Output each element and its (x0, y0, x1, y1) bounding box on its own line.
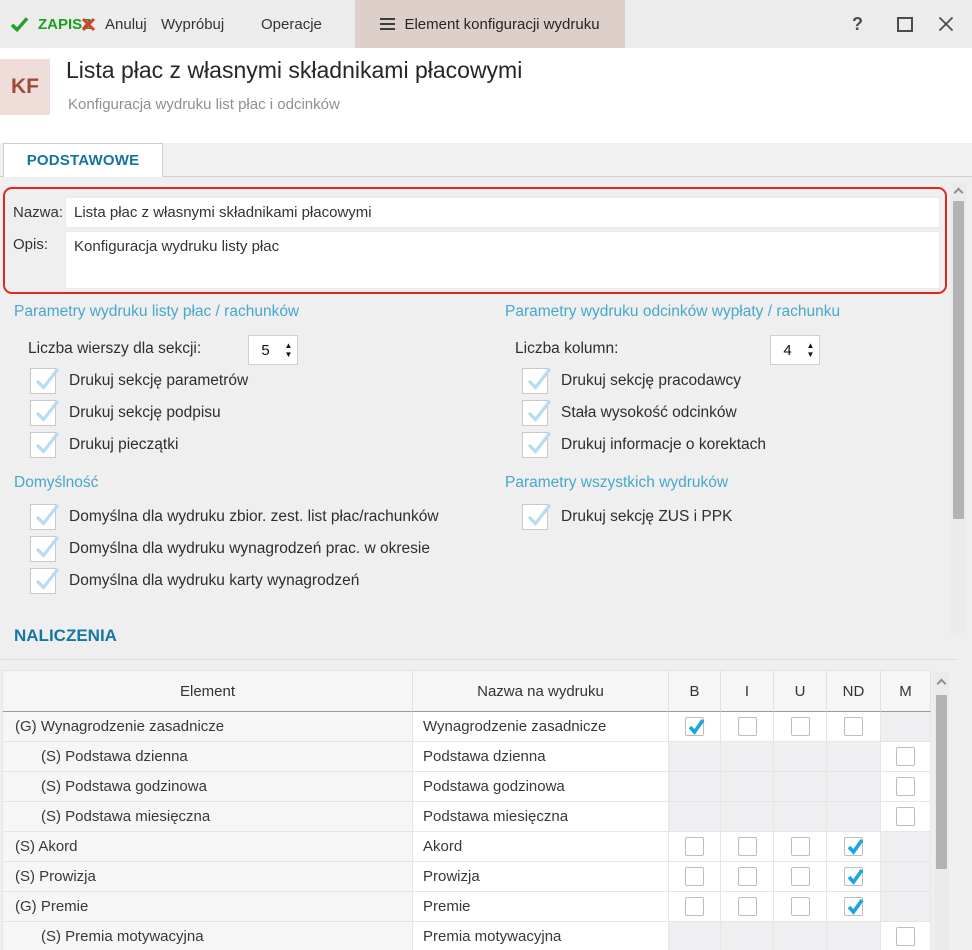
element-cell[interactable]: (S) Podstawa godzinowa (3, 772, 413, 802)
save-label: ZAPISZ (38, 15, 92, 33)
flag-cell-nd (827, 742, 881, 772)
flag-cell-m[interactable] (881, 772, 931, 802)
flag-cell-nd (827, 802, 881, 832)
flag-cell-m (881, 862, 931, 892)
checkbox-label: Drukuj sekcję pracodawcy (561, 372, 742, 389)
flag-cell-i (721, 922, 774, 950)
check-icon (10, 16, 29, 32)
param-checkbox-row (522, 368, 766, 394)
close-button[interactable] (938, 0, 954, 48)
section-title-payroll-params: Parametry wydruku listy płac / rachunków (14, 303, 300, 320)
flag-cell-u (774, 922, 827, 950)
maximize-button[interactable] (897, 0, 913, 48)
flag-cell-u (774, 742, 827, 772)
soft-checked-checkbox[interactable] (30, 400, 56, 426)
defaults-checkbox-list (30, 504, 439, 600)
flag-cell-m (881, 892, 931, 922)
checkbox-unchecked[interactable] (791, 717, 810, 736)
flag-cell-b (669, 772, 721, 802)
checkbox-label: Drukuj sekcję parametrów (69, 372, 249, 389)
checkbox-checked[interactable] (844, 837, 863, 856)
checkbox-unchecked[interactable] (791, 837, 810, 856)
flag-cell-b (669, 922, 721, 950)
param-checkbox-row (30, 536, 439, 562)
flag-cell-nd (827, 772, 881, 802)
flag-cell-i (721, 772, 774, 802)
maximize-icon (897, 17, 913, 32)
scrollbar-thumb[interactable] (936, 695, 947, 869)
flag-cell-i[interactable] (721, 862, 774, 892)
section-divider (0, 659, 956, 660)
columns-count-stepper[interactable] (770, 335, 820, 365)
try-label: Wypróbuj (161, 15, 225, 33)
checkbox-unchecked[interactable] (738, 897, 757, 916)
rows-count-label: Liczba wierszy dla sekcji: (28, 340, 202, 357)
flag-cell-nd[interactable] (827, 862, 881, 892)
flag-cell-u[interactable] (774, 712, 827, 742)
flag-cell-i[interactable] (721, 712, 774, 742)
checkbox-label: Drukuj sekcję ZUS i PPK (561, 508, 733, 525)
flag-cell-b (669, 802, 721, 832)
description-input[interactable] (65, 231, 940, 289)
save-button[interactable] (10, 0, 91, 48)
flag-cell-m[interactable] (881, 922, 931, 950)
checkbox-label: Drukuj sekcję podpisu (69, 404, 221, 421)
checkbox-label: Domyślna dla wydruku wynagrodzeń prac. w okresie (69, 540, 430, 557)
cancel-button[interactable] (81, 0, 147, 48)
section-title-naliczenia: NALICZENIA (14, 626, 117, 645)
element-cell[interactable]: (S) Akord (3, 832, 413, 862)
checkbox-unchecked[interactable] (844, 717, 863, 736)
flag-cell-b[interactable] (669, 862, 721, 892)
page-scrollbar[interactable] (951, 183, 966, 633)
checkbox-unchecked[interactable] (685, 837, 704, 856)
flag-cell-b[interactable] (669, 712, 721, 742)
checkbox-unchecked[interactable] (738, 717, 757, 736)
column-header-m[interactable]: M (881, 671, 931, 712)
column-header-u[interactable]: U (774, 671, 827, 712)
checkbox-checked[interactable] (685, 717, 704, 736)
soft-checked-checkbox[interactable] (522, 368, 548, 394)
context-tab-label: Element konfiguracji wydruku (404, 15, 600, 33)
flag-cell-u (774, 802, 827, 832)
naliczenia-table (2, 670, 930, 950)
section-title-all-prints: Parametry wszystkich wydruków (505, 474, 729, 491)
context-tab-element-konfiguracji[interactable] (355, 0, 625, 48)
help-button[interactable] (852, 0, 863, 48)
element-cell[interactable]: (S) Premia motywacyjna (3, 922, 413, 950)
print-name-cell[interactable]: Podstawa godzinowa (413, 772, 669, 802)
stepper-arrows-icon[interactable]: ▲ ▼ (284, 341, 293, 359)
column-header-b[interactable]: B (669, 671, 721, 712)
print-name-cell[interactable]: Podstawa miesięczna (413, 802, 669, 832)
tab-podstawowe[interactable]: PODSTAWOWE (3, 143, 163, 177)
page-title: Lista płac z własnymi składnikami płacowymi (66, 57, 523, 83)
flag-cell-nd (827, 922, 881, 950)
param-checkbox-row (30, 400, 248, 426)
soft-checked-checkbox[interactable] (30, 432, 56, 458)
flag-cell-i (721, 802, 774, 832)
element-cell[interactable]: (S) Podstawa miesięczna (3, 802, 413, 832)
close-icon (938, 16, 954, 32)
column-header-element[interactable]: Element (3, 671, 413, 712)
section-title-slip-params: Parametry wydruku odcinków wypłaty / rachunku (505, 303, 841, 320)
flag-cell-nd[interactable] (827, 712, 881, 742)
element-cell[interactable]: (G) Wynagrodzenie zasadnicze (3, 712, 413, 742)
section-title-defaults: Domyślność (14, 474, 99, 491)
column-header-i[interactable]: I (721, 671, 774, 712)
description-field-label: Opis: (13, 236, 49, 253)
checkbox-unchecked[interactable] (896, 927, 915, 946)
flag-cell-u[interactable] (774, 892, 827, 922)
name-input[interactable] (65, 197, 940, 228)
print-name-cell[interactable]: Premie (413, 892, 669, 922)
scroll-up-icon[interactable] (954, 188, 964, 198)
columns-count-value: 4 (783, 341, 792, 359)
column-header-nd[interactable]: ND (827, 671, 881, 712)
highlighted-form-region (3, 187, 947, 294)
element-cell[interactable]: (S) Prowizja (3, 862, 413, 892)
columns-count-label: Liczba kolumn: (515, 340, 619, 357)
flag-cell-u[interactable] (774, 832, 827, 862)
param-checkbox-row (30, 568, 439, 594)
help-icon: ? (852, 13, 863, 34)
rows-count-stepper[interactable] (248, 335, 298, 365)
record-header (0, 48, 972, 143)
checkbox-unchecked[interactable] (896, 747, 915, 766)
flag-cell-m (881, 832, 931, 862)
element-cell[interactable]: (G) Premie (3, 892, 413, 922)
checkbox-label: Domyślna dla wydruku zbior. zest. list płac/rachunków (69, 508, 439, 525)
record-type-badge: KF (0, 59, 50, 115)
print-name-cell[interactable]: Prowizja (413, 862, 669, 892)
soft-checked-checkbox[interactable] (30, 368, 56, 394)
scroll-up-icon[interactable] (937, 679, 947, 689)
hamburger-icon (380, 18, 395, 30)
param-checkbox-row (522, 400, 766, 426)
print-name-cell[interactable]: Podstawa dzienna (413, 742, 669, 772)
soft-checked-checkbox[interactable] (30, 536, 56, 562)
element-cell[interactable]: (S) Podstawa dzienna (3, 742, 413, 772)
page-subtitle: Konfiguracja wydruku list płac i odcinków (68, 96, 340, 113)
checkbox-unchecked[interactable] (685, 867, 704, 886)
print-name-cell[interactable]: Wynagrodzenie zasadnicze (413, 712, 669, 742)
payroll-params-checkbox-list (30, 368, 248, 464)
flag-cell-u (774, 772, 827, 802)
rows-count-value: 5 (261, 341, 270, 359)
flag-cell-m (881, 712, 931, 742)
checkbox-unchecked[interactable] (791, 897, 810, 916)
toolbar (0, 0, 972, 48)
checkbox-unchecked[interactable] (738, 837, 757, 856)
print-name-cell[interactable]: Akord (413, 832, 669, 862)
flag-cell-b[interactable] (669, 892, 721, 922)
checkbox-unchecked[interactable] (791, 867, 810, 886)
checkbox-label: Drukuj pieczątki (69, 436, 179, 453)
operations-label: Operacje (261, 15, 322, 33)
param-checkbox-row (522, 432, 766, 458)
flag-cell-nd[interactable] (827, 832, 881, 862)
checkbox-checked[interactable] (844, 867, 863, 886)
scrollbar-thumb[interactable] (953, 201, 964, 519)
param-checkbox-row (30, 432, 248, 458)
checkbox-label: Domyślna dla wydruku karty wynagrodzeń (69, 572, 360, 589)
soft-checked-checkbox[interactable] (30, 568, 56, 594)
checkbox-unchecked[interactable] (685, 897, 704, 916)
try-button[interactable] (161, 0, 224, 48)
checkbox-label: Stała wysokość odcinków (561, 404, 737, 421)
column-header-print-name[interactable]: Nazwa na wydruku (413, 671, 669, 712)
checkbox-unchecked[interactable] (738, 867, 757, 886)
name-field-label: Nazwa: (13, 204, 64, 221)
param-checkbox-row (30, 368, 248, 394)
soft-checked-checkbox[interactable] (522, 400, 548, 426)
slip-params-checkbox-list (522, 368, 766, 464)
x-icon (81, 17, 96, 32)
tab-strip (0, 143, 972, 177)
flag-cell-nd[interactable] (827, 892, 881, 922)
flag-cell-b (669, 742, 721, 772)
flag-cell-i[interactable] (721, 832, 774, 862)
flag-cell-m[interactable] (881, 742, 931, 772)
param-checkbox-row (30, 504, 439, 530)
flag-cell-m[interactable] (881, 802, 931, 832)
checkbox-checked[interactable] (844, 897, 863, 916)
soft-checked-checkbox[interactable] (522, 504, 548, 530)
checkbox-unchecked[interactable] (896, 807, 915, 826)
table-scrollbar[interactable] (934, 672, 949, 950)
soft-checked-checkbox[interactable] (30, 504, 56, 530)
flag-cell-b[interactable] (669, 832, 721, 862)
flag-cell-u[interactable] (774, 862, 827, 892)
flag-cell-i[interactable] (721, 892, 774, 922)
stepper-arrows-icon[interactable]: ▲ ▼ (806, 341, 815, 359)
soft-checked-checkbox[interactable] (522, 432, 548, 458)
checkbox-unchecked[interactable] (896, 777, 915, 796)
checkbox-label: Drukuj informacje o korektach (561, 436, 767, 453)
cancel-label: Anuluj (105, 15, 147, 33)
print-name-cell[interactable]: Premia motywacyjna (413, 922, 669, 950)
flag-cell-i (721, 742, 774, 772)
param-checkbox-row (522, 504, 732, 530)
all-prints-checkbox-list (522, 504, 732, 536)
operations-button[interactable] (261, 0, 322, 48)
